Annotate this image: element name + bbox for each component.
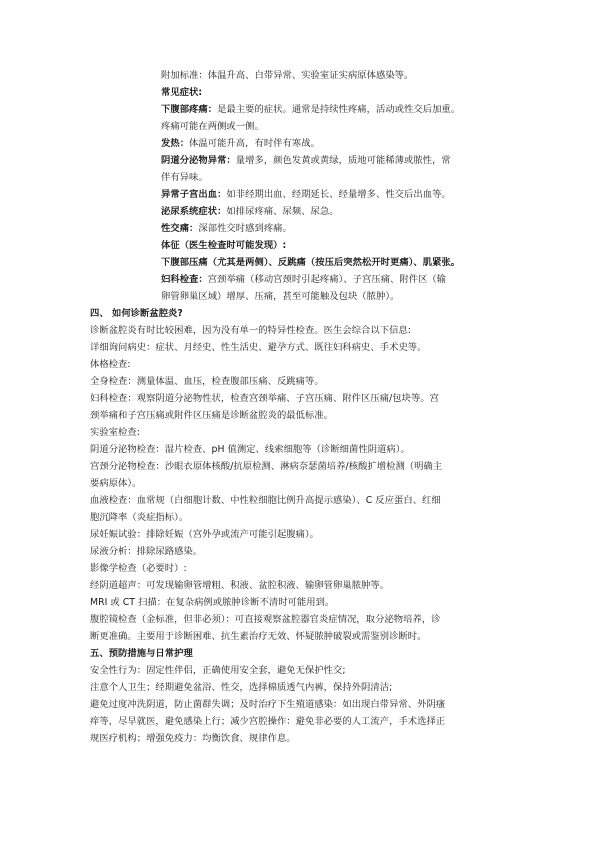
signs-title: 体征（医生检查时可能发现）: xyxy=(161,240,287,251)
symptom-urinary xyxy=(161,206,339,218)
symptom-fever xyxy=(161,138,320,150)
section-4-heading: 四、 如何诊断盆腔炎? xyxy=(90,308,183,319)
pregnancy-test: 尿妊娠试验：排除妊娠（宫外孕或流产可能引起腹痛）。 xyxy=(90,529,320,540)
symptom-text: 如排尿疼痛、尿频、尿急。 xyxy=(226,206,339,217)
symptom-text: 是最主要的症状。通常是持续性疼痛，活动或性交后加重。 xyxy=(217,104,461,115)
vaginal-test: 阴道分泌物检查：湿片检查、pH 值测定、线索细胞等（诊断细菌性阴道病）。 xyxy=(90,444,410,455)
symptom-label: 下腹部疼痛： xyxy=(161,104,218,115)
symptom-label: 泌尿系统症状： xyxy=(161,206,227,217)
cervical-test-cont: 要病原体）。 xyxy=(90,478,142,489)
gyn-exam: 妇科检查：观察阴道分泌物性状，检查宫颈举痛、子宫压痛、附件区压痛/包块等。宫 xyxy=(90,393,440,404)
symptom-text: 体温可能升高，有时伴有寒战。 xyxy=(189,138,320,149)
symptom-discharge xyxy=(161,155,451,167)
symptom-bleeding xyxy=(161,189,451,201)
physical-exam-title: 体格检查: xyxy=(90,359,131,370)
sign-gyn-exam xyxy=(161,274,446,286)
common-symptoms-title: 常见症状: xyxy=(161,87,203,98)
urinalysis: 尿液分析：排除尿路感染。 xyxy=(90,546,203,557)
symptom-text: 深部性交时感到疼痛。 xyxy=(198,223,292,234)
section-5-heading: 五、预防措施与日常护理 xyxy=(90,648,193,659)
diagnosis-history: 详细询问病史：症状、月经史、性生活史、避孕方式、既往妇科病史、手术史等。 xyxy=(90,342,427,353)
blood-test-cont: 胞沉降率（炎症指标）。 xyxy=(90,512,189,523)
cervical-test: 宫颈分泌物检查：沙眼衣原体核酸/抗原检测、淋病奈瑟菌培养/核酸扩增检测（明确主 xyxy=(90,461,443,472)
gyn-exam-cont: 颈举痛和子宫压痛或附件区压痛是诊断盆腔炎的最低标准。 xyxy=(90,410,334,421)
symptom-text: 量增多，颜色发黄或黄绿，质地可能稀薄或脓性，常 xyxy=(235,155,451,166)
care-line-3: 规医疗机构；增强免疫力：均衡饮食、规律作息。 xyxy=(90,733,296,744)
symptom-label: 发热： xyxy=(161,138,190,149)
imaging-title: 影像学检查（必要时）: xyxy=(90,563,187,574)
blood-test: 血液检查：血常规（白细胞计数、中性粒细胞比例升高提示感染）、C 反应蛋白、红细 xyxy=(90,495,441,506)
symptom-label: 阴道分泌物异常： xyxy=(161,155,236,166)
hygiene: 注意个人卫生；经期避免盆浴、性交，选择棉质透气内裤，保持外阴清洁; xyxy=(90,682,393,693)
extra-criteria: 附加标准：体温升高、白带异常、实验室证实病原体感染等。 xyxy=(161,70,414,81)
symptom-dyspareunia xyxy=(161,223,292,235)
symptom-discharge-cont: 伴有异味。 xyxy=(161,172,208,183)
care-line-1: 避免过度冲洗阴道，防止菌群失调；及时治疗下生殖道感染：如出现白带异常、外阴瘙 xyxy=(90,699,446,710)
sign-label: 妇科检查： xyxy=(161,274,208,285)
diagnosis-intro: 诊断盆腔炎有时比较困难，因为没有单一的特异性检查。医生会综合以下信息: xyxy=(90,325,411,336)
laparoscopy: 腹腔镜检查（金标准，但非必须）：可直接观察盆腔器官炎症情况，取分泌物培养，诊 xyxy=(90,614,441,625)
sign-gyn-exam-cont: 卵管卵巢区域）增厚、压痛，甚至可能触及包块（脓肿）。 xyxy=(161,291,400,302)
lab-exam-title: 实验室检查: xyxy=(90,427,140,438)
general-exam: 全身检查：测量体温、血压，检查腹部压痛、反跳痛等。 xyxy=(90,376,324,387)
sign-tenderness: 下腹部压痛（尤其是两侧）、反跳痛（按压后突然松开时更痛）、肌紧张。 xyxy=(161,257,461,268)
safe-sex: 安全性行为：固定性伴侣，正确使用安全套，避免无保护性交; xyxy=(90,665,346,676)
symptom-abdominal-pain xyxy=(161,104,460,116)
symptom-label: 异常子宫出血： xyxy=(161,189,227,200)
symptom-label: 性交痛： xyxy=(161,223,199,234)
symptom-text: 如非经期出血、经期延长、经量增多、性交后出血等。 xyxy=(226,189,451,200)
care-line-2: 痒等，尽早就医，避免感染上行；减少宫腔操作：避免非必要的人工流产，手术选择正 xyxy=(90,716,446,727)
sign-text: 宫颈举痛（移动宫颈时引起疼痛）、子宫压痛、附件区（输 xyxy=(207,274,447,285)
laparoscopy-cont: 断更准确。主要用于诊断困难、抗生素治疗无效、怀疑脓肿破裂或需鉴别诊断时。 xyxy=(90,631,427,642)
symptom-abdominal-pain-cont: 疼痛可能在两侧或一侧。 xyxy=(161,121,264,132)
ultrasound: 经阴道超声：可发现输卵管增粗、积液、盆腔积液、输卵管卵巢脓肿等。 xyxy=(90,580,390,591)
mri-ct: MRI 或 CT 扫描：在复杂病例或脓肿诊断不清时可能用到。 xyxy=(90,597,335,608)
